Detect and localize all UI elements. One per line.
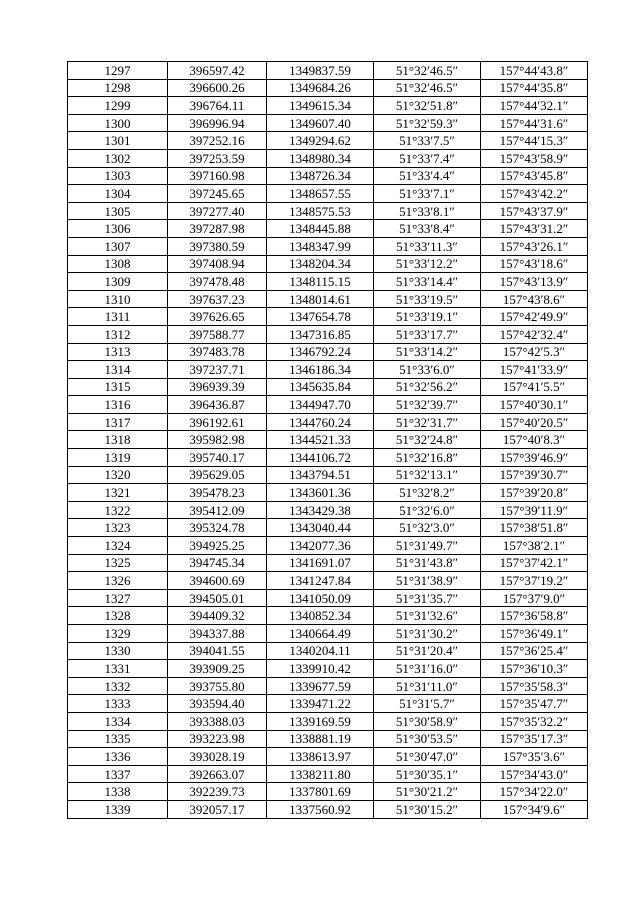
y-coordinate-cell: 1348445.88: [267, 220, 374, 238]
table-row: [68, 237, 588, 255]
point-number-cell: 1312: [68, 325, 168, 343]
point-number-cell: 1336: [68, 748, 168, 766]
table-row: [68, 537, 588, 555]
point-number-cell: 1318: [68, 431, 168, 449]
table-row: [68, 62, 588, 80]
latitude-cell: 51°33′19.5″: [374, 290, 481, 308]
latitude-cell: 51°32′13.1″: [374, 466, 481, 484]
x-coordinate-cell: 397245.65: [168, 185, 267, 203]
longitude-cell: 157°34′9.6″: [481, 800, 588, 818]
latitude-cell: 51°31′49.7″: [374, 537, 481, 555]
y-coordinate-cell: 1348347.99: [267, 237, 374, 255]
point-number-cell: 1329: [68, 625, 168, 643]
point-number-cell: 1327: [68, 589, 168, 607]
table-row: [68, 484, 588, 502]
table-row: [68, 167, 588, 185]
latitude-cell: 51°32′59.3″: [374, 114, 481, 132]
latitude-cell: 51°32′24.8″: [374, 431, 481, 449]
y-coordinate-cell: 1338211.80: [267, 765, 374, 783]
y-coordinate-cell: 1341050.09: [267, 589, 374, 607]
latitude-cell: 51°30′35.1″: [374, 765, 481, 783]
table-row: [68, 431, 588, 449]
table-row: [68, 79, 588, 97]
y-coordinate-cell: 1343429.38: [267, 501, 374, 519]
point-number-cell: 1300: [68, 114, 168, 132]
latitude-cell: 51°31′5.7″: [374, 695, 481, 713]
longitude-cell: 157°35′58.3″: [481, 677, 588, 695]
table-row: [68, 97, 588, 115]
x-coordinate-cell: 397237.71: [168, 361, 267, 379]
y-coordinate-cell: 1348575.53: [267, 202, 374, 220]
x-coordinate-cell: 396597.42: [168, 62, 267, 80]
latitude-cell: 51°33′11.3″: [374, 237, 481, 255]
point-number-cell: 1319: [68, 449, 168, 467]
longitude-cell: 157°37′19.2″: [481, 572, 588, 590]
longitude-cell: 157°44′43.8″: [481, 62, 588, 80]
point-number-cell: 1297: [68, 62, 168, 80]
longitude-cell: 157°40′30.1″: [481, 396, 588, 414]
y-coordinate-cell: 1348980.34: [267, 149, 374, 167]
latitude-cell: 51°33′17.7″: [374, 325, 481, 343]
table-row: [68, 361, 588, 379]
x-coordinate-cell: 396192.61: [168, 413, 267, 431]
longitude-cell: 157°39′30.7″: [481, 466, 588, 484]
x-coordinate-cell: 392663.07: [168, 765, 267, 783]
point-number-cell: 1302: [68, 149, 168, 167]
x-coordinate-cell: 393028.19: [168, 748, 267, 766]
point-number-cell: 1337: [68, 765, 168, 783]
table-row: [68, 607, 588, 625]
x-coordinate-cell: 396436.87: [168, 396, 267, 414]
longitude-cell: 157°43′31.2″: [481, 220, 588, 238]
latitude-cell: 51°32′46.5″: [374, 79, 481, 97]
latitude-cell: 51°31′38.9″: [374, 572, 481, 590]
latitude-cell: 51°31′35.7″: [374, 589, 481, 607]
y-coordinate-cell: 1339910.42: [267, 660, 374, 678]
latitude-cell: 51°32′8.2″: [374, 484, 481, 502]
table-row: [68, 290, 588, 308]
latitude-cell: 51°31′20.4″: [374, 642, 481, 660]
table-row: [68, 765, 588, 783]
y-coordinate-cell: 1347654.78: [267, 308, 374, 326]
longitude-cell: 157°34′22.0″: [481, 783, 588, 801]
y-coordinate-cell: 1339169.59: [267, 712, 374, 730]
point-number-cell: 1332: [68, 677, 168, 695]
y-coordinate-cell: 1343794.51: [267, 466, 374, 484]
point-number-cell: 1339: [68, 800, 168, 818]
table-row: [68, 712, 588, 730]
x-coordinate-cell: 394600.69: [168, 572, 267, 590]
table-row: [68, 466, 588, 484]
table-row: [68, 185, 588, 203]
point-number-cell: 1301: [68, 132, 168, 150]
longitude-cell: 157°43′45.8″: [481, 167, 588, 185]
point-number-cell: 1334: [68, 712, 168, 730]
table-row: [68, 642, 588, 660]
table-row: [68, 132, 588, 150]
y-coordinate-cell: 1340852.34: [267, 607, 374, 625]
y-coordinate-cell: 1337560.92: [267, 800, 374, 818]
y-coordinate-cell: 1346792.24: [267, 343, 374, 361]
y-coordinate-cell: 1344760.24: [267, 413, 374, 431]
y-coordinate-cell: 1339471.22: [267, 695, 374, 713]
point-number-cell: 1304: [68, 185, 168, 203]
point-number-cell: 1328: [68, 607, 168, 625]
longitude-cell: 157°35′17.3″: [481, 730, 588, 748]
latitude-cell: 51°33′14.4″: [374, 273, 481, 291]
x-coordinate-cell: 395324.78: [168, 519, 267, 537]
x-coordinate-cell: 393755.80: [168, 677, 267, 695]
y-coordinate-cell: 1348204.34: [267, 255, 374, 273]
x-coordinate-cell: 397478.48: [168, 273, 267, 291]
table-row: [68, 202, 588, 220]
point-number-cell: 1316: [68, 396, 168, 414]
latitude-cell: 51°33′4.4″: [374, 167, 481, 185]
longitude-cell: 157°43′58.9″: [481, 149, 588, 167]
x-coordinate-cell: 394505.01: [168, 589, 267, 607]
latitude-cell: 51°32′16.8″: [374, 449, 481, 467]
x-coordinate-cell: 394925.25: [168, 537, 267, 555]
x-coordinate-cell: 393909.25: [168, 660, 267, 678]
table-row: [68, 255, 588, 273]
longitude-cell: 157°39′46.9″: [481, 449, 588, 467]
longitude-cell: 157°41′33.9″: [481, 361, 588, 379]
point-number-cell: 1314: [68, 361, 168, 379]
table-row: [68, 220, 588, 238]
y-coordinate-cell: 1344947.70: [267, 396, 374, 414]
x-coordinate-cell: 396600.26: [168, 79, 267, 97]
y-coordinate-cell: 1346186.34: [267, 361, 374, 379]
table-row: [68, 114, 588, 132]
point-number-cell: 1325: [68, 554, 168, 572]
latitude-cell: 51°33′8.4″: [374, 220, 481, 238]
latitude-cell: 51°31′43.8″: [374, 554, 481, 572]
x-coordinate-cell: 397252.16: [168, 132, 267, 150]
y-coordinate-cell: 1345635.84: [267, 378, 374, 396]
table-row: [68, 325, 588, 343]
table-row: [68, 783, 588, 801]
x-coordinate-cell: 396939.39: [168, 378, 267, 396]
table-row: [68, 308, 588, 326]
latitude-cell: 51°32′56.2″: [374, 378, 481, 396]
longitude-cell: 157°36′58.8″: [481, 607, 588, 625]
longitude-cell: 157°43′37.9″: [481, 202, 588, 220]
table-row: [68, 149, 588, 167]
x-coordinate-cell: 393223.98: [168, 730, 267, 748]
latitude-cell: 51°32′31.7″: [374, 413, 481, 431]
latitude-cell: 51°30′21.2″: [374, 783, 481, 801]
x-coordinate-cell: 396996.94: [168, 114, 267, 132]
latitude-cell: 51°33′7.5″: [374, 132, 481, 150]
point-number-cell: 1309: [68, 273, 168, 291]
longitude-cell: 157°37′9.0″: [481, 589, 588, 607]
longitude-cell: 157°43′8.6″: [481, 290, 588, 308]
longitude-cell: 157°40′20.5″: [481, 413, 588, 431]
x-coordinate-cell: 395412.09: [168, 501, 267, 519]
latitude-cell: 51°32′46.5″: [374, 62, 481, 80]
y-coordinate-cell: 1349294.62: [267, 132, 374, 150]
y-coordinate-cell: 1349684.26: [267, 79, 374, 97]
y-coordinate-cell: 1344521.33: [267, 431, 374, 449]
y-coordinate-cell: 1338613.97: [267, 748, 374, 766]
point-number-cell: 1321: [68, 484, 168, 502]
latitude-cell: 51°31′30.2″: [374, 625, 481, 643]
x-coordinate-cell: 397637.23: [168, 290, 267, 308]
table-row: [68, 501, 588, 519]
x-coordinate-cell: 397253.59: [168, 149, 267, 167]
y-coordinate-cell: 1343601.36: [267, 484, 374, 502]
latitude-cell: 51°33′14.2″: [374, 343, 481, 361]
latitude-cell: 51°33′19.1″: [374, 308, 481, 326]
longitude-cell: 157°44′35.8″: [481, 79, 588, 97]
point-number-cell: 1330: [68, 642, 168, 660]
latitude-cell: 51°30′53.5″: [374, 730, 481, 748]
table-row: [68, 572, 588, 590]
y-coordinate-cell: 1338881.19: [267, 730, 374, 748]
point-number-cell: 1311: [68, 308, 168, 326]
latitude-cell: 51°33′6.0″: [374, 361, 481, 379]
longitude-cell: 157°36′25.4″: [481, 642, 588, 660]
point-number-cell: 1299: [68, 97, 168, 115]
longitude-cell: 157°37′42.1″: [481, 554, 588, 572]
point-number-cell: 1335: [68, 730, 168, 748]
point-number-cell: 1315: [68, 378, 168, 396]
point-number-cell: 1307: [68, 237, 168, 255]
y-coordinate-cell: 1349837.59: [267, 62, 374, 80]
x-coordinate-cell: 397408.94: [168, 255, 267, 273]
table-row: [68, 695, 588, 713]
point-number-cell: 1331: [68, 660, 168, 678]
coordinates-table-body: [68, 62, 588, 819]
longitude-cell: 157°44′32.1″: [481, 97, 588, 115]
point-number-cell: 1323: [68, 519, 168, 537]
y-coordinate-cell: 1348014.61: [267, 290, 374, 308]
table-row: [68, 519, 588, 537]
y-coordinate-cell: 1340204.11: [267, 642, 374, 660]
longitude-cell: 157°38′2.1″: [481, 537, 588, 555]
x-coordinate-cell: 395982.98: [168, 431, 267, 449]
table-row: [68, 413, 588, 431]
latitude-cell: 51°33′8.1″: [374, 202, 481, 220]
longitude-cell: 157°43′18.6″: [481, 255, 588, 273]
latitude-cell: 51°30′15.2″: [374, 800, 481, 818]
point-number-cell: 1310: [68, 290, 168, 308]
latitude-cell: 51°33′7.1″: [374, 185, 481, 203]
latitude-cell: 51°32′39.7″: [374, 396, 481, 414]
latitude-cell: 51°31′16.0″: [374, 660, 481, 678]
point-number-cell: 1326: [68, 572, 168, 590]
longitude-cell: 157°42′49.9″: [481, 308, 588, 326]
point-number-cell: 1308: [68, 255, 168, 273]
point-number-cell: 1320: [68, 466, 168, 484]
x-coordinate-cell: 394409.32: [168, 607, 267, 625]
y-coordinate-cell: 1347316.85: [267, 325, 374, 343]
longitude-cell: 157°43′13.9″: [481, 273, 588, 291]
point-number-cell: 1303: [68, 167, 168, 185]
longitude-cell: 157°36′49.1″: [481, 625, 588, 643]
x-coordinate-cell: 397626.65: [168, 308, 267, 326]
point-number-cell: 1322: [68, 501, 168, 519]
x-coordinate-cell: 395629.05: [168, 466, 267, 484]
table-row: [68, 396, 588, 414]
latitude-cell: 51°32′3.0″: [374, 519, 481, 537]
y-coordinate-cell: 1349615.34: [267, 97, 374, 115]
point-number-cell: 1317: [68, 413, 168, 431]
x-coordinate-cell: 394337.88: [168, 625, 267, 643]
y-coordinate-cell: 1339677.59: [267, 677, 374, 695]
point-number-cell: 1298: [68, 79, 168, 97]
y-coordinate-cell: 1348726.34: [267, 167, 374, 185]
x-coordinate-cell: 394041.55: [168, 642, 267, 660]
point-number-cell: 1324: [68, 537, 168, 555]
y-coordinate-cell: 1349607.40: [267, 114, 374, 132]
latitude-cell: 51°33′12.2″: [374, 255, 481, 273]
table-row: [68, 273, 588, 291]
table-row: [68, 677, 588, 695]
longitude-cell: 157°34′43.0″: [481, 765, 588, 783]
longitude-cell: 157°42′5.3″: [481, 343, 588, 361]
latitude-cell: 51°30′47.0″: [374, 748, 481, 766]
x-coordinate-cell: 397160.98: [168, 167, 267, 185]
x-coordinate-cell: 394745.34: [168, 554, 267, 572]
y-coordinate-cell: 1343040.44: [267, 519, 374, 537]
table-row: [68, 378, 588, 396]
point-number-cell: 1313: [68, 343, 168, 361]
x-coordinate-cell: 395740.17: [168, 449, 267, 467]
table-row: [68, 730, 588, 748]
x-coordinate-cell: 392057.17: [168, 800, 267, 818]
x-coordinate-cell: 397380.59: [168, 237, 267, 255]
longitude-cell: 157°36′10.3″: [481, 660, 588, 678]
table-row: [68, 800, 588, 818]
y-coordinate-cell: 1337801.69: [267, 783, 374, 801]
y-coordinate-cell: 1348115.15: [267, 273, 374, 291]
y-coordinate-cell: 1341691.07: [267, 554, 374, 572]
latitude-cell: 51°33′7.4″: [374, 149, 481, 167]
latitude-cell: 51°32′51.8″: [374, 97, 481, 115]
longitude-cell: 157°43′26.1″: [481, 237, 588, 255]
longitude-cell: 157°35′47.7″: [481, 695, 588, 713]
longitude-cell: 157°40′8.3″: [481, 431, 588, 449]
latitude-cell: 51°31′11.0″: [374, 677, 481, 695]
table-row: [68, 343, 588, 361]
x-coordinate-cell: 397277.40: [168, 202, 267, 220]
table-row: [68, 748, 588, 766]
longitude-cell: 157°44′31.6″: [481, 114, 588, 132]
latitude-cell: 51°30′58.9″: [374, 712, 481, 730]
longitude-cell: 157°38′51.8″: [481, 519, 588, 537]
point-number-cell: 1333: [68, 695, 168, 713]
x-coordinate-cell: 397588.77: [168, 325, 267, 343]
longitude-cell: 157°41′5.5″: [481, 378, 588, 396]
longitude-cell: 157°35′32.2″: [481, 712, 588, 730]
longitude-cell: 157°39′20.8″: [481, 484, 588, 502]
x-coordinate-cell: 393594.40: [168, 695, 267, 713]
x-coordinate-cell: 397483.78: [168, 343, 267, 361]
x-coordinate-cell: 395478.23: [168, 484, 267, 502]
point-number-cell: 1305: [68, 202, 168, 220]
y-coordinate-cell: 1344106.72: [267, 449, 374, 467]
x-coordinate-cell: 393388.03: [168, 712, 267, 730]
table-row: [68, 625, 588, 643]
x-coordinate-cell: 397287.98: [168, 220, 267, 238]
y-coordinate-cell: 1348657.55: [267, 185, 374, 203]
table-row: [68, 449, 588, 467]
longitude-cell: 157°44′15.3″: [481, 132, 588, 150]
longitude-cell: 157°42′32.4″: [481, 325, 588, 343]
y-coordinate-cell: 1340664.49: [267, 625, 374, 643]
longitude-cell: 157°43′42.2″: [481, 185, 588, 203]
latitude-cell: 51°31′32.6″: [374, 607, 481, 625]
longitude-cell: 157°39′11.9″: [481, 501, 588, 519]
latitude-cell: 51°32′6.0″: [374, 501, 481, 519]
x-coordinate-cell: 396764.11: [168, 97, 267, 115]
point-number-cell: 1306: [68, 220, 168, 238]
table-row: [68, 589, 588, 607]
x-coordinate-cell: 392239.73: [168, 783, 267, 801]
coordinates-table: [67, 61, 588, 819]
longitude-cell: 157°35′3.6″: [481, 748, 588, 766]
table-row: [68, 554, 588, 572]
y-coordinate-cell: 1342077.36: [267, 537, 374, 555]
y-coordinate-cell: 1341247.84: [267, 572, 374, 590]
table-row: [68, 660, 588, 678]
point-number-cell: 1338: [68, 783, 168, 801]
